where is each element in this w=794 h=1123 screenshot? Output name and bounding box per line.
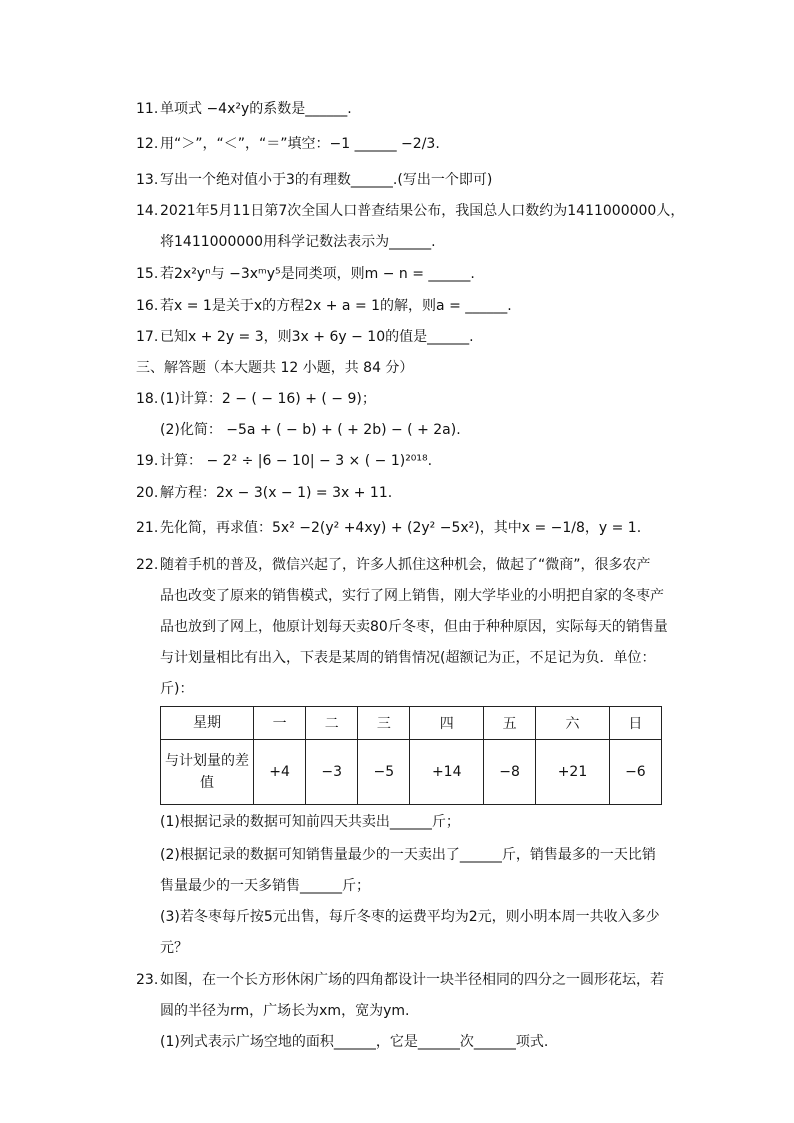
question-number: 21.	[136, 520, 159, 536]
question-13	[136, 170, 492, 190]
question-text: 先化简，再求值：5x² −2(y² +4xy) + (2y² −5x²)，其中x = −1/8，y = 1.	[160, 520, 642, 536]
question-number: 20.	[136, 485, 159, 501]
question-17	[136, 327, 474, 347]
question-20	[136, 483, 392, 503]
question-text: 用“＞”，“＜”，“＝”填空：−1 ______ −2/3.	[160, 136, 440, 152]
question-22-sub-1: (1)根据记录的数据可知前四天共卖出______斤；	[160, 814, 460, 830]
table-cell: −5	[358, 740, 410, 805]
question-text: 如图，在一个长方形休闲广场的四角都设计一块半径相同的四分之一圆形花坛，若	[160, 972, 664, 988]
sales-table	[160, 706, 662, 805]
table-header-cell: 二	[306, 707, 358, 740]
question-text: 单项式 −4x²y的系数是______.	[160, 101, 352, 117]
question-11	[136, 99, 352, 119]
question-text: (1)计算：2 − ( − 16) + ( − 9)；	[160, 391, 376, 407]
question-number: 22.	[136, 557, 159, 573]
question-23	[136, 970, 664, 990]
question-number: 17.	[136, 329, 159, 345]
table-header-cell: 日	[609, 707, 661, 740]
table-row	[161, 740, 662, 805]
table-header-cell: 星期	[161, 707, 254, 740]
table-cell: −6	[609, 740, 661, 805]
table-cell: −3	[306, 740, 358, 805]
question-number: 13.	[136, 172, 159, 188]
table-row-label	[161, 740, 254, 805]
question-text: 若x = 1是关于x的方程2x + a = 1的解，则a = ______.	[160, 298, 512, 314]
table-cell: −8	[484, 740, 536, 805]
question-22-line-5: 斤)：	[160, 681, 194, 697]
question-22-sub-2: (2)根据记录的数据可知销售量最少的一天卖出了______斤，销售最多的一天比销	[160, 847, 656, 863]
table-header-cell: 六	[536, 707, 610, 740]
question-text: 随着手机的普及，微信兴起了，许多人抓住这种机会，做起了“微商”，很多农产	[160, 557, 651, 573]
question-text: 2021年5月11日第7次全国人口普查结果公布，我国总人口数约为1411000000人，	[160, 203, 685, 219]
question-18	[136, 389, 376, 409]
question-22-sub-3: (3)若冬枣每斤按5元出售，每斤冬枣的运费平均为2元，则小明本周一共收入多少	[160, 909, 660, 925]
question-19	[136, 451, 432, 471]
question-23-sub-1: (1)列式表示广场空地的面积______，它是______次______项式.	[160, 1034, 549, 1050]
question-22-line-3: 品也放到了网上，他原计划每天卖80斤冬枣，但由于种种原因，实际每天的销售量	[160, 619, 668, 635]
question-number: 18.	[136, 391, 159, 407]
question-22-sub-3-continued: 元？	[160, 940, 188, 956]
table-header-cell: 三	[358, 707, 410, 740]
question-text: 已知x + 2y = 3，则3x + 6y − 10的值是______.	[160, 329, 474, 345]
question-number: 23.	[136, 972, 159, 988]
row-label-line-1: 与计划量的差	[165, 753, 249, 769]
question-12	[136, 134, 440, 154]
question-number: 15.	[136, 266, 159, 282]
question-21	[136, 518, 641, 538]
question-number: 16.	[136, 298, 159, 314]
question-16	[136, 296, 512, 316]
question-22-sub-2-continued: 售量最少的一天多销售______斤；	[160, 878, 370, 894]
question-number: 12.	[136, 136, 159, 152]
question-text: 解方程：2x − 3(x − 1) = 3x + 11.	[160, 485, 393, 501]
question-23-line-2: 圆的半径为rm，广场长为xm，宽为ym.	[160, 1003, 410, 1019]
question-number: 11.	[136, 101, 159, 117]
question-number: 19.	[136, 453, 159, 469]
table-header-cell: 一	[254, 707, 306, 740]
table-header-cell: 五	[484, 707, 536, 740]
table-header-row	[161, 707, 662, 740]
table-cell: +21	[536, 740, 610, 805]
question-text: 若2x²yⁿ与 −3xᵐy⁵是同类项，则m − n = ______.	[160, 266, 475, 282]
question-14-continued: 将1411000000用科学记数法表示为______.	[160, 234, 436, 250]
question-15	[136, 264, 475, 284]
question-14	[136, 201, 684, 221]
question-text: 写出一个绝对值小于3的有理数______.(写出一个即可)	[160, 172, 493, 188]
table-cell: +14	[410, 740, 484, 805]
row-label-line-2: 值	[200, 775, 214, 791]
question-number: 14.	[136, 203, 159, 219]
question-22-line-2: 品也改变了原来的销售模式，实行了网上销售，刚大学毕业的小明把自家的冬枣产	[160, 588, 664, 604]
section-heading: 三、解答题（本大题共 12 小题，共 84 分）	[136, 360, 414, 376]
table-header-cell: 四	[410, 707, 484, 740]
question-22-line-4: 与计划量相比有出入，下表是某周的销售情况(超额记为正，不足记为负．单位：	[160, 650, 656, 666]
question-text: 计算： − 2² ÷ |6 − 10| − 3 × ( − 1)²⁰¹⁸.	[160, 453, 433, 469]
table-cell: +4	[254, 740, 306, 805]
question-22	[136, 555, 651, 575]
question-18-part-2: (2)化简： −5a + ( − b) + ( + 2b) − ( + 2a).	[160, 422, 461, 438]
